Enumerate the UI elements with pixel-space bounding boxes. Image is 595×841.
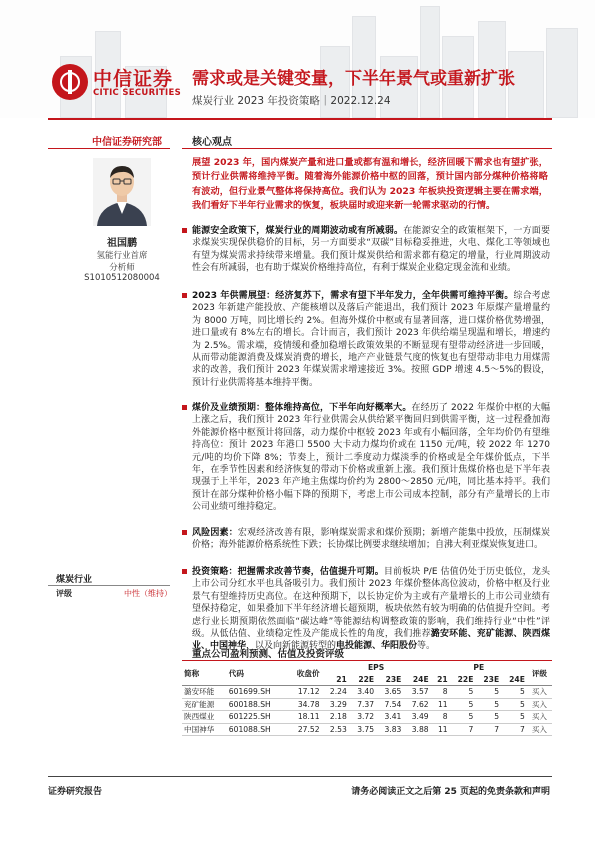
bullet-heading: 煤价及业绩预期：整体维持高位，下半年向好概率大。 [192,403,412,413]
bullet-marker-icon [182,569,187,574]
bullet-price-outlook [192,402,550,514]
footer-report-type: 证券研究报告 [48,787,103,797]
close-price: 17.12 [287,686,322,699]
bullet-supply-demand [192,290,550,389]
institute-label: 中信证券研究部 [92,137,162,148]
table-row [182,723,552,736]
bullet-body: 在经历了 2022 年煤价中枢的大幅上涨之后，我们预计 2023 年行业供需会从供给紧平衡回归到供需平衡，这一过程叠加海外能源价格中枢预计将回落，动力煤价中枢较 2023 年或有小幅回落，全年均价仍有望维持高位：预计 2023 年港口 5500 大卡动力煤均价或在 1150 元/吨，较 2022 年 1270 元/吨的均价下降 8%；节奏上，预计二季度动力煤淡季的价格或是全年煤价低点，下半年，在季节性因素和经济恢复的带动下价格或重新上涨。我们预计焦煤价格也是下半年表现强于上半年，2023 年产地主焦煤均价约为 2800～2850 元/吨，同比基本持平。我们预计在部分煤种价格小幅下降的预期下，考虑上市公司成本控制，部分有产量增长的上市公司业绩可维持稳定。 [192,403,550,513]
table-row [182,698,552,711]
year-header: 21 [336,674,347,684]
year-header: 22E [358,674,375,684]
table-body [182,686,552,736]
company-code: 601088.SH [227,723,287,736]
column-header-pe: PE [473,663,485,673]
bullet-policy [192,225,550,275]
pe-value: 5 [450,698,476,711]
company-code: 601225.SH [227,711,287,724]
company-code: 600188.SH [227,698,287,711]
column-header-eps: EPS [367,663,385,673]
bullet-body: 在能源安全的政策框架下，一方面要求煤炭实现保供稳价的目标，另一方面要求“双碳”目标稳妥推进，火电、煤化工等领域也有望为煤炭需求持续带来增量。我们预计煤炭供给和需求都有稳定的增量，行业周期波动性会有所减弱，也有助于煤炭价格维持高位，有利于煤炭企业稳定现金流和业绩。 [192,226,550,274]
bullet-body-end: 等。 [417,641,436,652]
analyst-photo [93,158,151,226]
pe-value: 5 [501,686,527,699]
core-view-divider [182,148,552,149]
analyst-name: 祖国鹏 [107,238,137,249]
eps-value: 3.65 [376,686,403,699]
eps-value: 3.40 [349,686,376,699]
report-title: 需求或是关键变量，下半年景气或重新扩张 [192,69,515,89]
bullet-body: 宏观经济改善有限，影响煤炭需求和煤价预期；新增产能集中投放，压制煤炭价格；海外能源价格系统性下跌；长协煤比例要求继续增加；自沸大利亚煤炭恢复进口。 [192,528,550,551]
report-subtitle: 煤炭行业 2023 年投资策略｜2022.12.24 [192,95,391,107]
year-header: 22E [457,674,474,684]
eps-value: 3.49 [403,711,430,724]
bullet-heading: 投资策略：把握需求改善节奏，估值提升可期。 [192,567,384,577]
institute-divider [48,148,170,149]
company-name: 陕西煤业 [182,711,227,724]
bullet-body-tail: ，以及向新能源转型的 [246,641,337,652]
close-price: 34.78 [287,698,322,711]
company-name: 中国神华 [182,723,227,736]
company-name: 兖矿能源 [182,698,227,711]
eps-value: 2.24 [322,686,349,699]
eps-value: 7.62 [403,698,430,711]
analyst-role: 分析师 [109,263,135,273]
pe-value: 5 [475,698,501,711]
year-header: 24E [412,674,429,684]
core-summary: 展望 2023 年，国内煤炭产量和进口量或都有温和增长，经济回暖下需求也有望扩张，预计行业供需将维持平衡。随着海外能源价格中枢的回落，预计国内部分煤种价格将略有波动，但行业景气整体将保持高位。我们认为 2023 年板块投资逻辑主要在需求端，我们看好下半年行业需求的恢复，板块届时或迎来新一轮需求驱动的行情。 [192,157,548,212]
pe-value: 7 [501,723,527,736]
pe-value: 11 [431,698,450,711]
company-code: 601699.SH [227,686,287,699]
rating-cell: 买入 [527,723,552,736]
header-divider [48,118,552,120]
analyst-license-id: S1010512080004 [84,273,160,283]
rating-cell: 买入 [527,686,552,699]
column-header-name: 简称 [184,669,200,678]
pe-value: 5 [501,711,527,724]
close-price: 27.52 [287,723,322,736]
rating-value: 中性（维持） [124,589,172,598]
brand-name-en: CITIC SECURITIES [93,88,182,98]
pe-value: 7 [450,723,476,736]
pe-value: 7 [475,723,501,736]
year-header: 21 [437,674,448,684]
eps-value: 3.75 [349,723,376,736]
close-price: 18.11 [287,711,322,724]
column-header-rating: 评级 [531,669,548,678]
eps-value: 2.18 [322,711,349,724]
bullet-heading: 2023 年供需展望：经济复苏下，需求有望下半年发力，全年供需可维持平衡。 [192,291,514,301]
skyline-building [546,28,578,118]
table-header-row [182,662,552,674]
pe-value: 5 [475,686,501,699]
analyst-role: 氢能行业首席 [96,251,148,261]
skyline-building [420,6,440,118]
pe-value: 5 [450,686,476,699]
pe-value: 5 [475,711,501,724]
bullet-body: 综合考虑 2023 年新建产能投放、产能核增以及落后产能退出，我们预计 2023 年原煤产量增量约为 8000 万吨，同比增长约 2%。但海外煤价中枢或有显著回落，进口煤价格优势增强，进口量或有 8%左右的增长。合计而言，我们预计 2023 年供给端呈现温和增长，增速约为 2.5%。需求端，疫情缓和叠加稳增长政策效果的不断显现有望带动经济进一步回暖，从而带动能源消费及煤炭消费的增长，地产产业链景气度的恢复也有望带动非电力用煤需求的改善，我们预计 2023 年煤炭需求增速接近 3%。按照 GDP 增速 4.5～5%的假设，预计行业供需将基本维持平衡。 [192,291,550,388]
bullet-picks: 潞安环能、兖矿能源、陕西煤业、中国神华 [192,629,550,652]
rating-cell: 买入 [527,711,552,724]
brand-name-cn: 中信证券 [93,68,174,90]
table-row [182,686,552,699]
column-header-price: 收盘价 [296,669,320,678]
eps-value: 2.53 [322,723,349,736]
footer-divider [48,776,552,777]
footer-disclaimer: 请务必阅读正文之后第 25 页起的免责条款和声明 [351,787,550,797]
core-view-label: 核心观点 [192,137,232,148]
forecast-table [182,662,552,736]
industry-label: 煤炭行业 [56,575,93,585]
eps-value: 3.57 [403,686,430,699]
eps-value: 3.29 [322,698,349,711]
bullet-heading: 能源安全政策下，煤炭行业的周期波动或有所减弱。 [192,226,404,236]
eps-value: 3.83 [376,723,403,736]
bullet-heading: 风险因素： [192,528,238,538]
industry-divider [48,585,170,586]
citic-logo-icon [52,64,88,100]
rating-cell: 买入 [527,698,552,711]
pe-value: 8 [431,686,450,699]
column-header-code: 代码 [228,669,244,678]
eps-value: 7.37 [349,698,376,711]
eps-value: 3.72 [349,711,376,724]
bullet-marker-icon [182,228,187,233]
bullet-strategy [192,566,550,653]
year-header: 24E [509,674,525,684]
year-header: 23E [483,674,500,684]
table-title: 重点公司盈利预测、估值及投资评级 [192,649,345,660]
bullet-risks [192,527,550,552]
company-name: 潞安环能 [182,686,227,699]
pe-value: 8 [431,711,450,724]
bullet-marker-icon [182,405,187,410]
table-divider [182,660,552,661]
pe-value: 5 [450,711,476,724]
eps-value: 3.88 [403,723,430,736]
eps-value: 3.41 [376,711,403,724]
rating-label: 评级 [56,589,72,598]
pe-value: 5 [501,698,527,711]
pe-value: 11 [431,723,450,736]
table-row [182,711,552,724]
year-header: 23E [385,674,402,684]
bullet-marker-icon [182,293,187,298]
bullet-marker-icon [182,530,187,535]
eps-value: 7.54 [376,698,403,711]
bullet-picks-secondary: 电投能源、华阳股份 [336,641,418,652]
bullet-body: 目前板块 P/E 估值仍处于历史低位，龙头上市公司分红水平也具备吸引力。我们预计 2023 年煤价整体高位波动，价格中枢及行业景气有望维持历史高位。在这种预期下，以长协定价为主或有产量增长的上市公司业绩有望保持稳定，如果叠加下半年经济增长超预期，板块依然有较为明确的估值提升空间。考虑行业长期预期依然面临“碳达峰”等能源结构调整政策的影响，我们维持行业“中性”评级。从低估值、业绩稳定性及产能成长性的角度，我们推荐 [192,567,550,640]
